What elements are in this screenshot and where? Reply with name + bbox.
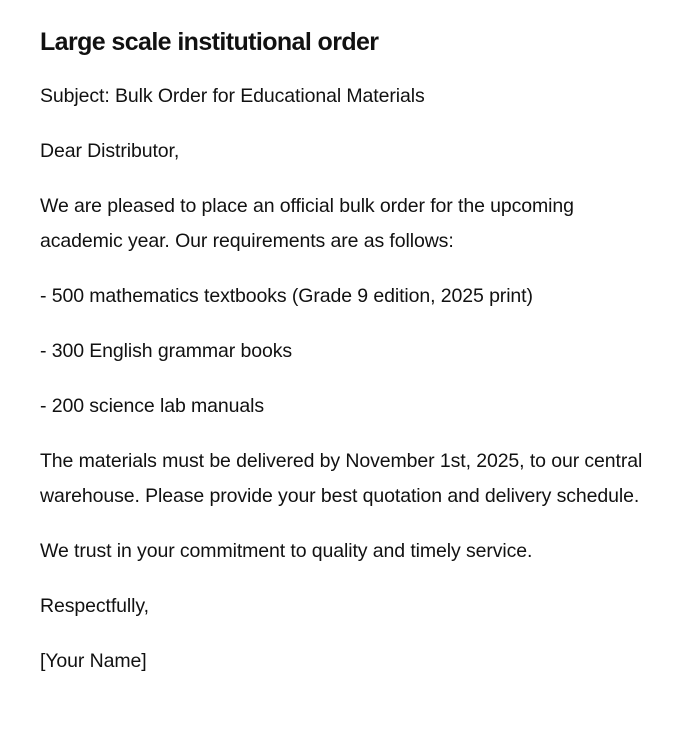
document-title: Large scale institutional order bbox=[40, 28, 379, 56]
greeting: Dear Distributor, bbox=[40, 140, 180, 162]
intro-paragraph: We are pleased to place an official bulk order for the upcoming academic year. Our requirements are as follows: bbox=[40, 195, 574, 252]
closing-note: We trust in your commitment to quality and timely service. bbox=[40, 540, 533, 562]
subject-line: Subject: Bulk Order for Educational Materials bbox=[40, 85, 425, 107]
order-item: - 300 English grammar books bbox=[40, 340, 292, 362]
order-item: - 500 mathematics textbooks (Grade 9 edition, 2025 print) bbox=[40, 285, 533, 307]
signature: [Your Name] bbox=[40, 650, 147, 672]
sign-off: Respectfully, bbox=[40, 595, 149, 617]
delivery-paragraph: The materials must be delivered by November 1st, 2025, to our central warehouse. Please provide your best quotation and delivery schedule. bbox=[40, 450, 643, 507]
order-item: - 200 science lab manuals bbox=[40, 395, 265, 417]
